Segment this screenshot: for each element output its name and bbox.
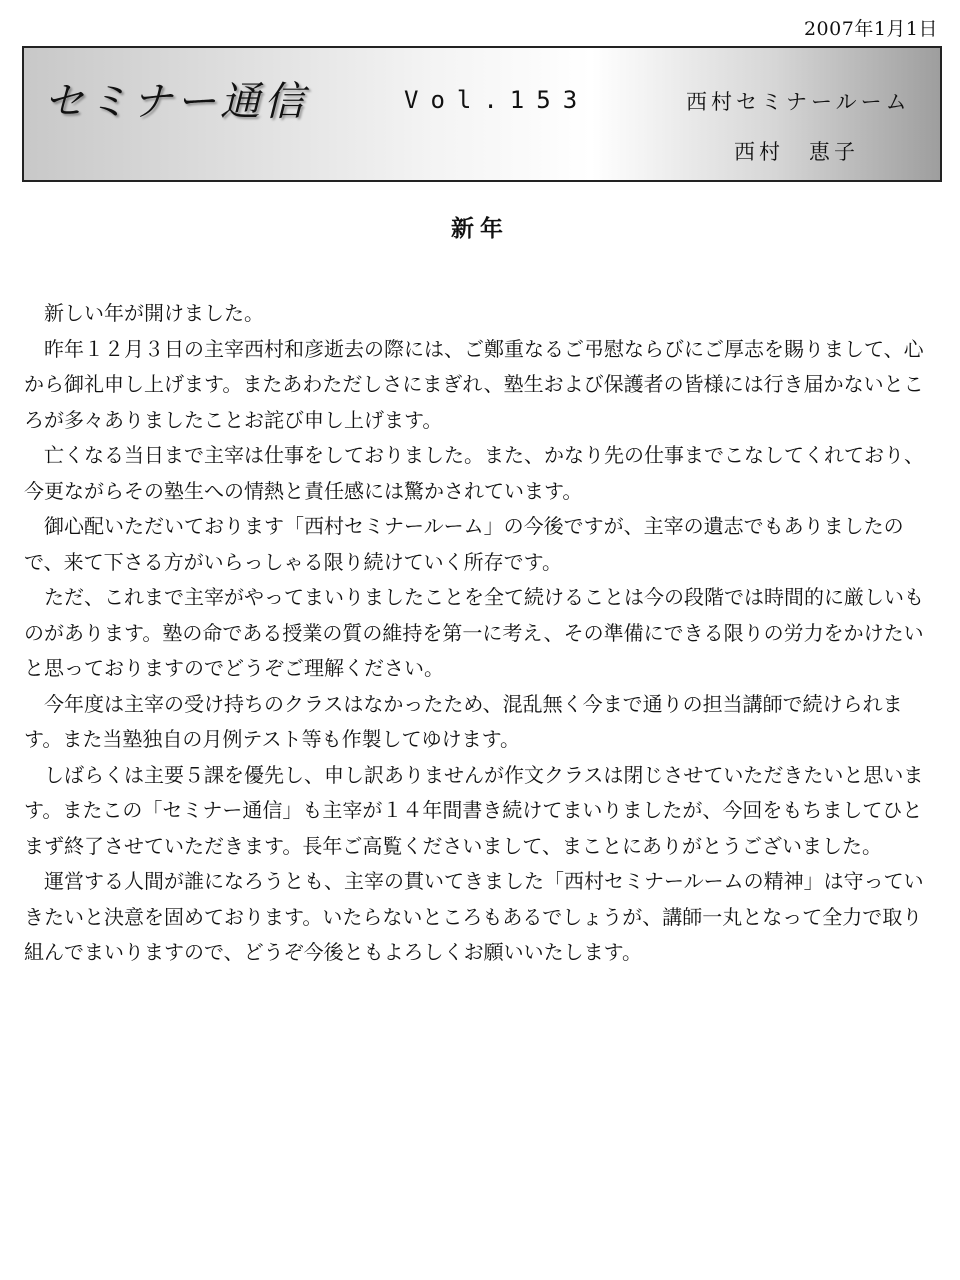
paragraph: 今年度は主宰の受け持ちのクラスはなかったため、混乱無く今まで通りの担当講師で続けられます。また当塾独自の月例テスト等も作製してゆけます。	[24, 691, 903, 751]
organization-name: 西村セミナールーム	[686, 90, 911, 114]
section-title: 新年	[451, 215, 509, 242]
paragraph: 運営する人間が誰になろうとも、主宰の貫いてきました「西村セミナールームの精神」は守っていきたいと決意を固めております。いたらないところもあるでしょうが、講師一丸となって全力で取り組んでまいりますので、どうぞ今後ともよろしくお願いいたします。	[24, 869, 924, 964]
article-body	[24, 296, 940, 971]
volume-number: Vol.153	[404, 86, 590, 114]
paragraph: 亡くなる当日まで主宰は仕事をしておりました。また、かなり先の仕事までこなしてくれており、今更ながらその塾生への情熱と責任感には驚かされています。	[24, 443, 924, 503]
paragraph: しばらくは主要５課を優先し、申し訳ありませんが作文クラスは閉じさせていただきたいと思います。またこの「セミナー通信」も主宰が１４年間書き続けてまいりましたが、今回をもちましてひとまず終了させていただきます。長年ご高覧くださいまして、まことにありがとうございました。	[24, 762, 924, 858]
paragraph: 御心配いただいております「西村セミナールーム」の今後ですが、主宰の遺志でもありましたので、来て下さる方がいらっしゃる限り続けていく所存です。	[24, 514, 904, 574]
newsletter-header	[22, 46, 942, 182]
newsletter-title: セミナー通信	[44, 79, 308, 125]
paragraph: 昨年１２月３日の主宰西村和彦逝去の際には、ご鄭重なるご弔慰ならびにご厚志を賜りまして、心から御礼申し上げます。またあわただしさにまぎれ、塾生および保護者の皆様には行き届かないところが多々ありましたことお詫び申し上げます。	[24, 336, 924, 432]
issue-date: 2007年1月1日	[803, 18, 938, 40]
author-name: 西村 恵子	[734, 140, 859, 164]
paragraph: 新しい年が開けました。	[44, 301, 264, 325]
paragraph: ただ、これまで主宰がやってまいりましたことを全て続けることは今の段階では時間的に厳しいものがあります。塾の命である授業の質の維持を第一に考え、その準備にできる限りの労力をかけたいと思っておりますのでどうぞご理解ください。	[24, 585, 924, 680]
